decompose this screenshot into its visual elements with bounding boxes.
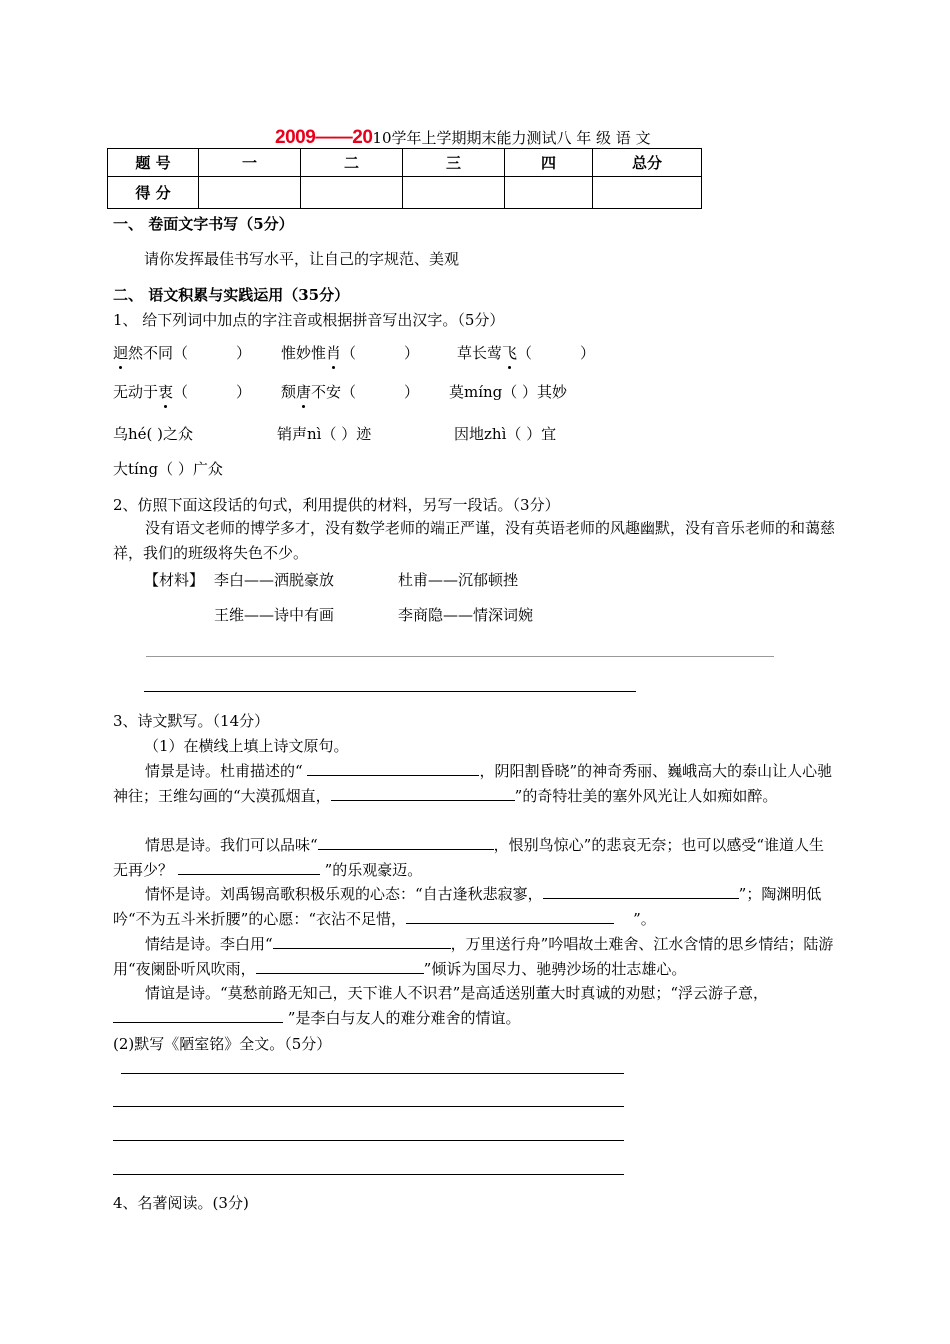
q3-p5-text-a: 情谊是诗。“莫愁前路无知己，天下谁人不识君”是高适送别董大时真诚的劝慰；“浮云游子意，	[145, 984, 769, 1002]
q3-blank-9[interactable]	[113, 1007, 283, 1023]
q1-item-4-close: ）	[236, 383, 252, 401]
q3-blank-6[interactable]	[406, 908, 614, 924]
section1-heading: 一、 卷面文字书写（5分）	[113, 215, 294, 233]
q1-item-2	[281, 342, 419, 363]
q1-item-5-open: 不安（	[311, 383, 357, 401]
q2-material-2: 杜甫——沉郁顿挫	[398, 571, 519, 589]
q3-answer-line-1[interactable]	[121, 1073, 624, 1074]
q4-prompt: 4、名著阅读。(3分)	[113, 1194, 249, 1212]
score-cell-4[interactable]	[505, 177, 593, 209]
q3-blank-4[interactable]	[178, 859, 320, 875]
q1-item-4-text: 无动于	[113, 383, 159, 401]
dotted-char: 肖	[326, 344, 342, 362]
q3-p1-text-b: ，阴阳割昏晓”的神奇秀丽、巍峨高大的泰山让人心驰神往；王维勾画的“大漠孤烟直，	[113, 762, 833, 805]
q3-p1-text-a: 情景是诗。杜甫描述的“	[145, 762, 303, 780]
section2-heading: 二、 语文积累与实践运用（35分）	[113, 286, 350, 304]
score-header-1: 一	[199, 149, 301, 177]
q2-answer-line-1[interactable]	[146, 656, 774, 657]
q1-item-3	[457, 342, 595, 363]
dotted-char: 迥	[113, 344, 129, 362]
q2-material-4: 李商隐——情深词婉	[398, 606, 534, 624]
score-header-total: 总分	[593, 149, 702, 177]
section1-instruction: 请你发挥最佳书写水平，让自己的字规范、美观	[144, 250, 460, 268]
q2-material-3: 王维——诗中有画	[214, 606, 335, 624]
q3-para-1	[113, 759, 838, 808]
q2-prompt: 2、仿照下面这段话的句式，利用提供的材料，另写一段话。（3分）	[113, 496, 560, 514]
page-title	[275, 127, 651, 149]
q3-blank-3[interactable]	[318, 834, 494, 850]
score-row-label: 得 分	[108, 177, 199, 209]
q1-item-3-text: 草长莺	[457, 344, 503, 362]
q1-prompt: 1、 给下列词中加点的字注音或根据拼音写出汉字。（5分）	[113, 311, 505, 329]
score-header-label: 题 号	[108, 149, 199, 177]
dotted-char: 衷	[158, 383, 174, 401]
q3-answer-line-3[interactable]	[113, 1140, 624, 1141]
q3-para-2	[113, 833, 838, 882]
q1-item-2-close: ）	[404, 344, 420, 362]
dotted-char: 飞	[502, 344, 518, 362]
q3-p2-text-c: ”的乐观豪迈。	[324, 860, 423, 879]
dotted-char: 唐	[296, 383, 312, 401]
q1-item-3-open: （	[517, 344, 533, 362]
score-header-2: 二	[301, 149, 403, 177]
q3-p4-text-b: ，万里送行舟”吟唱故土难舍、江水含情的思乡情结；陆游用“夜阑卧听风吹雨，	[113, 935, 834, 978]
q3-blank-2[interactable]	[331, 785, 515, 801]
q1-item-1-close: ）	[236, 344, 252, 362]
q1-item-10: 大tíng（ ）广众	[113, 460, 223, 478]
score-cell-3[interactable]	[403, 177, 505, 209]
q3-p5-text-b: ”是李白与友人的难分难舍的情谊。	[287, 1008, 521, 1027]
score-cell-2[interactable]	[301, 177, 403, 209]
q1-item-2-open: （	[341, 344, 357, 362]
q3-p4-text-a: 情结是诗。李白用“	[145, 935, 273, 953]
q3-para-3	[113, 882, 838, 931]
q3-p2-text-b: ，恨别鸟惊心”的悲哀无奈；也可以感受“谁道人生无再少？	[113, 836, 825, 879]
q1-item-4-open: （	[173, 383, 189, 401]
q3-sub1: （1）在横线上填上诗文原句。	[144, 737, 349, 755]
q1-item-8: 销声nì（ ）迹	[277, 425, 372, 443]
q3-p1-text-c: ”的奇特壮美的塞外风光让人如痴如醉。	[514, 786, 778, 805]
q1-item-1	[113, 342, 251, 363]
q1-item-9: 因地zhì（ ）宜	[454, 425, 557, 443]
score-cell-total[interactable]	[593, 177, 702, 209]
q2-answer-line-2[interactable]	[144, 691, 636, 692]
q1-item-5-close: ）	[404, 383, 420, 401]
q2-example: 没有语文老师的博学多才，没有数学老师的端正严谨，没有英语老师的风趣幽默，没有音乐老师的和蔼慈祥，我们的班级将失色不少。	[113, 519, 836, 562]
q3-blank-1[interactable]	[307, 760, 479, 776]
q3-prompt: 3、诗文默写。（14分）	[113, 712, 270, 730]
q3-blank-8[interactable]	[256, 958, 424, 974]
q3-p3-text-a: 情怀是诗。刘禹锡高歌积极乐观的心态：“自古逢秋悲寂寥，	[145, 885, 543, 903]
q2-material-label: 【材料】	[144, 571, 205, 589]
q3-para-4	[113, 932, 838, 981]
q3-sub2: (2)默写《陋室铭》全文。（5分）	[113, 1035, 332, 1053]
q1-item-3-close: ）	[580, 344, 596, 362]
q3-blank-7[interactable]	[273, 933, 451, 949]
q3-p3-text-b: ”；陶渊明低吟“不为五斗米折腰”的心愿：“衣沾不足惜，	[113, 885, 822, 928]
q3-p4-text-c: ”倾诉为国尽力、驰骋沙场的壮志雄心。	[423, 959, 687, 978]
score-header-3: 三	[403, 149, 505, 177]
q1-item-6: 莫míng（ ）其妙	[449, 383, 568, 401]
title-year: 2009——20	[275, 127, 373, 148]
title-text: 10学年上学期期末能力测试八 年 级 语 文	[372, 129, 651, 147]
q1-item-7: 乌hé( )之众	[113, 425, 194, 443]
q1-item-1-text: 然不同（	[128, 344, 189, 362]
q3-p2-text-a: 情思是诗。我们可以品味“	[145, 836, 318, 854]
q3-para-5	[113, 981, 838, 1030]
q1-item-2-text: 惟妙惟	[281, 344, 327, 362]
q3-blank-5[interactable]	[543, 883, 739, 899]
q2-material-1: 李白——洒脱豪放	[214, 571, 335, 589]
q3-answer-line-2[interactable]	[113, 1106, 624, 1107]
score-table	[107, 148, 702, 209]
score-header-4: 四	[505, 149, 593, 177]
score-cell-1[interactable]	[199, 177, 301, 209]
q1-item-5-text: 颓	[281, 383, 297, 401]
q1-item-5	[281, 381, 419, 402]
q3-answer-line-4[interactable]	[113, 1174, 624, 1175]
q1-item-4	[113, 381, 251, 402]
q3-p3-text-c: ”。	[633, 909, 656, 928]
